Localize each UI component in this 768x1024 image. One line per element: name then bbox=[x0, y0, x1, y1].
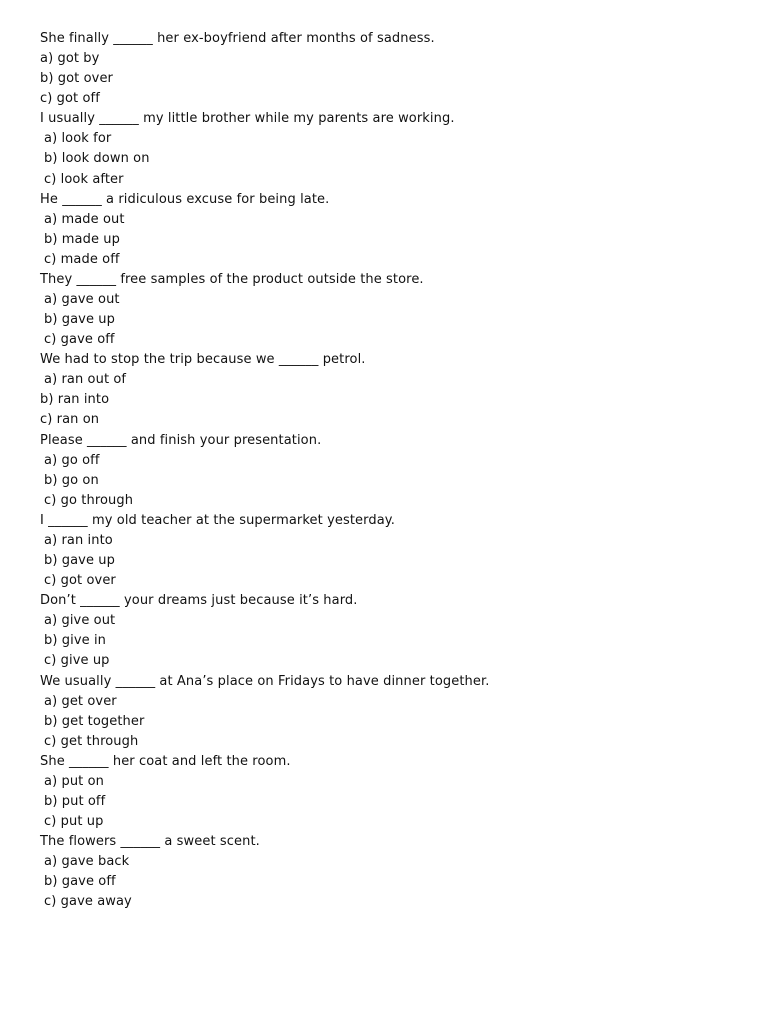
answer-option: c) give up bbox=[44, 653, 110, 669]
answer-option: c) look after bbox=[44, 171, 124, 187]
answer-option: b) gave off bbox=[44, 874, 116, 890]
question-11 bbox=[40, 832, 740, 912]
answer-option: a) go off bbox=[44, 452, 100, 468]
question-stem: Don’t ______ your dreams just because it’s hard. bbox=[40, 593, 358, 609]
question-1 bbox=[40, 29, 740, 109]
answer-option: c) go through bbox=[44, 492, 134, 508]
question-3 bbox=[40, 190, 740, 270]
answer-option: b) gave up bbox=[44, 312, 115, 328]
answer-option: b) look down on bbox=[44, 151, 150, 167]
answer-option: c) gave away bbox=[44, 894, 132, 910]
answer-option: c) get through bbox=[44, 733, 139, 749]
answer-option: b) get together bbox=[44, 713, 145, 729]
question-stem: I usually ______ my little brother while my parents are working. bbox=[40, 111, 455, 127]
answer-option: b) put off bbox=[44, 793, 106, 809]
answer-option: a) ran out of bbox=[44, 372, 127, 388]
answer-option: a) ran into bbox=[44, 532, 113, 548]
question-10 bbox=[40, 752, 740, 832]
answer-option: a) gave out bbox=[44, 292, 120, 308]
answer-option: c) got off bbox=[40, 91, 100, 107]
answer-option: a) look for bbox=[44, 131, 112, 147]
question-stem: Please ______ and finish your presentation. bbox=[40, 432, 322, 448]
answer-option: a) put on bbox=[44, 773, 104, 789]
question-stem: She ______ her coat and left the room. bbox=[40, 753, 291, 769]
answer-option: a) give out bbox=[44, 613, 116, 629]
answer-option: c) made off bbox=[44, 251, 120, 267]
question-stem: We usually ______ at Ana’s place on Fridays to have dinner together. bbox=[40, 673, 490, 689]
answer-option: b) gave up bbox=[44, 553, 115, 569]
answer-option: c) gave off bbox=[44, 332, 115, 348]
question-stem: I ______ my old teacher at the supermarket yesterday. bbox=[40, 512, 395, 528]
question-2 bbox=[40, 109, 740, 189]
answer-option: b) got over bbox=[40, 71, 113, 87]
answer-option: c) got over bbox=[44, 573, 116, 589]
question-9 bbox=[40, 672, 740, 752]
answer-option: c) put up bbox=[44, 814, 104, 830]
answer-option: a) got by bbox=[40, 51, 100, 67]
answer-option: b) made up bbox=[44, 231, 120, 247]
question-stem: We had to stop the trip because we ______ petrol. bbox=[40, 352, 366, 368]
answer-option: a) get over bbox=[44, 693, 117, 709]
answer-option: b) give in bbox=[44, 633, 106, 649]
answer-option: a) made out bbox=[44, 211, 125, 227]
question-stem: She finally ______ her ex-boyfriend after months of sadness. bbox=[40, 31, 435, 46]
question-5 bbox=[40, 350, 740, 430]
question-6 bbox=[40, 431, 740, 511]
question-stem: The flowers ______ a sweet scent. bbox=[40, 834, 260, 850]
answer-option: c) ran on bbox=[40, 412, 100, 428]
question-8 bbox=[40, 591, 740, 671]
question-4 bbox=[40, 270, 740, 350]
question-stem: He ______ a ridiculous excuse for being late. bbox=[40, 191, 330, 207]
worksheet bbox=[40, 29, 740, 912]
question-7 bbox=[40, 511, 740, 591]
answer-option: b) ran into bbox=[40, 392, 110, 408]
answer-option: a) gave back bbox=[44, 854, 130, 870]
answer-option: b) go on bbox=[44, 472, 99, 488]
question-stem: They ______ free samples of the product outside the store. bbox=[40, 271, 424, 287]
